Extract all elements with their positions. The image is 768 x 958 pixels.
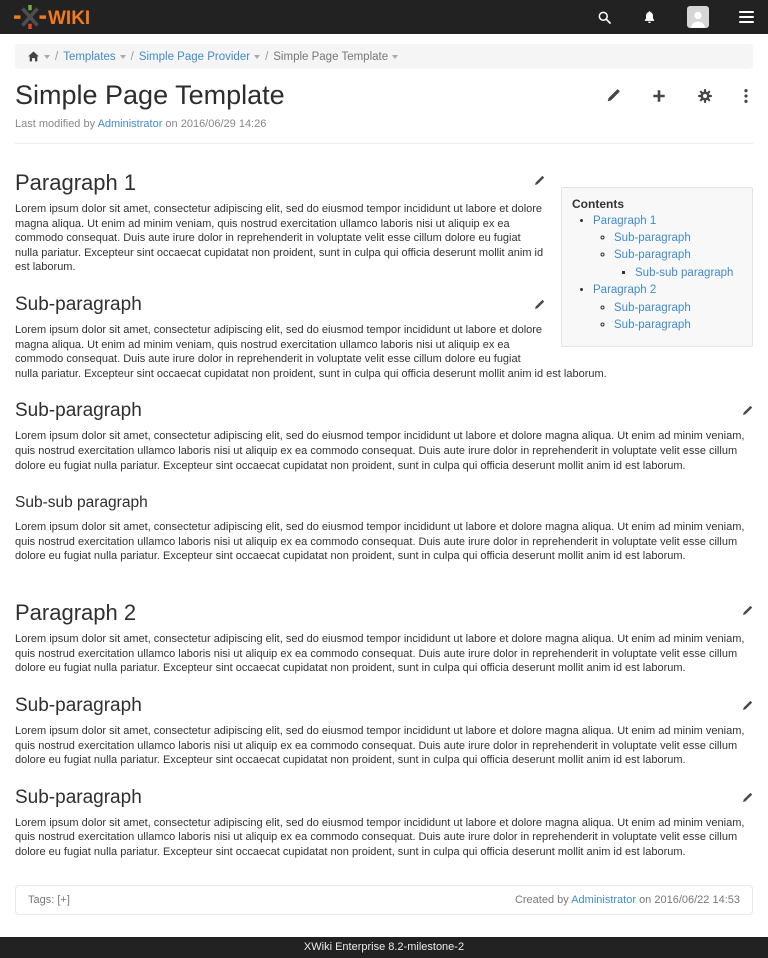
user-avatar[interactable] xyxy=(687,6,709,28)
author-link[interactable]: Administrator xyxy=(97,117,163,130)
breadcrumb-separator: / xyxy=(130,50,134,63)
edit-pencil-icon[interactable] xyxy=(605,88,621,104)
section-heading xyxy=(15,494,753,512)
toc-link-sub-paragraph[interactable]: Sub-paragraph xyxy=(614,318,691,331)
document-footer xyxy=(15,885,753,915)
breadcrumb-home[interactable] xyxy=(27,50,50,63)
section-heading xyxy=(15,400,753,422)
last-modified-line xyxy=(15,118,753,130)
toc-link-sub-paragraph[interactable]: Sub-paragraph xyxy=(614,301,691,314)
page-container xyxy=(0,34,768,915)
create-plus-icon[interactable] xyxy=(651,88,667,104)
creator-link[interactable]: Administrator xyxy=(571,894,636,907)
more-actions-kebab-icon[interactable] xyxy=(743,88,749,104)
section-body: Lorem ipsum dolor sit amet, consectetur adipiscing elit, sed do eiusmod tempor incididunt ut labore et dolore magna aliqua. Ut enim ad minim veniam, quis nostrud exercitation ullamco laboris nisi ut aliquip ex ea commodo consequat. Duis aute irure dolor in reprehenderit in voluptate velit esse cillum dolore eu fugiat nulla pariatur. Excepteur sint occaecat cupidatat non proident, sunt in culpa qui officia deserunt mollit anim id est laborum. xyxy=(15,202,544,274)
toc-item xyxy=(593,214,742,281)
section-sub-sub-paragraph xyxy=(15,494,753,564)
created-line xyxy=(515,894,740,906)
section-title: Paragraph 1 xyxy=(15,169,137,195)
toc-link-sub-sub-paragraph[interactable]: Sub-sub paragraph xyxy=(635,266,734,279)
toc-link-sub-paragraph[interactable]: Sub-paragraph xyxy=(614,249,691,262)
section-heading xyxy=(15,600,753,625)
section-edit-icon[interactable] xyxy=(741,605,753,617)
created-date: on 2016/06/22 14:53 xyxy=(639,894,740,907)
section-edit-icon[interactable] xyxy=(741,700,753,712)
drawer-menu-icon[interactable] xyxy=(739,11,754,23)
tags-label: Tags: xyxy=(28,894,55,907)
topbar-actions xyxy=(597,6,754,28)
section-edit-icon[interactable] xyxy=(533,299,545,311)
section-paragraph-2 xyxy=(15,600,753,676)
toc-item xyxy=(635,266,742,280)
header-divider xyxy=(15,143,753,144)
breadcrumb-separator: / xyxy=(265,50,269,63)
section-heading xyxy=(15,695,753,717)
xwiki-logo[interactable] xyxy=(14,5,102,29)
section-edit-icon[interactable] xyxy=(741,405,753,417)
chevron-down-icon xyxy=(44,55,50,59)
version-text: XWiki Enterprise 8.2-milestone-2 xyxy=(303,941,465,954)
version-footer-bar xyxy=(0,937,768,958)
breadcrumb-item-current[interactable] xyxy=(273,51,398,63)
section-title: Sub-paragraph xyxy=(15,400,142,422)
section-title: Sub-paragraph xyxy=(15,786,142,808)
settings-gear-icon[interactable] xyxy=(697,88,713,104)
toc-link-sub-paragraph[interactable]: Sub-paragraph xyxy=(614,232,691,245)
section-title: Sub-sub paragraph xyxy=(15,494,148,512)
section-body: Lorem ipsum dolor sit amet, consectetur adipiscing elit, sed do eiusmod tempor incididunt ut labore et dolore magna aliqua. Ut enim ad minim veniam, quis nostrud exercitation ullamco laboris nisi ut aliquip ex ea commodo consequat. Duis aute irure dolor in reprehenderit in voluptate velit esse cillum dolore eu fugiat nulla pariatur. Excepteur sint occaecat cupidatat non proident, sunt in culpa qui officia deserunt mollit anim id est laborum. xyxy=(15,430,745,472)
breadcrumb-current-page: Simple Page Template xyxy=(273,50,389,63)
section-sub-paragraph-3 xyxy=(15,695,753,768)
person-icon xyxy=(688,10,708,28)
breadcrumb-link[interactable]: Templates xyxy=(63,50,116,63)
modified-date: on 2016/06/29 14:26 xyxy=(165,117,267,130)
chevron-down-icon xyxy=(120,55,126,59)
breadcrumb xyxy=(15,44,753,69)
section-sub-paragraph-4 xyxy=(15,787,753,860)
breadcrumb-link[interactable]: Simple Page Provider xyxy=(138,50,251,63)
breadcrumb-item-templates[interactable] xyxy=(63,51,125,63)
tags-area xyxy=(28,894,70,906)
toc-item xyxy=(614,301,742,315)
section-sub-paragraph-2 xyxy=(15,400,753,473)
toc-title: Contents xyxy=(572,196,624,211)
home-icon xyxy=(27,50,40,63)
notifications-bell-icon[interactable] xyxy=(642,10,657,25)
breadcrumb-separator: / xyxy=(55,50,59,63)
add-tag-button[interactable]: [+] xyxy=(57,894,70,907)
toc-link-paragraph-2[interactable]: Paragraph 2 xyxy=(593,284,657,297)
toc-link-paragraph-1[interactable]: Paragraph 1 xyxy=(593,214,657,227)
created-prefix: Created by xyxy=(514,894,569,907)
chevron-down-icon xyxy=(254,55,260,59)
section-title: Sub-paragraph xyxy=(15,294,142,316)
toc-item xyxy=(614,248,742,280)
document-content xyxy=(15,170,753,860)
section-title: Paragraph 2 xyxy=(15,599,137,625)
page-title: Simple Page Template xyxy=(15,80,285,110)
breadcrumb-item-simple-page-provider[interactable] xyxy=(139,51,260,63)
toc-item xyxy=(614,318,742,332)
top-navbar xyxy=(0,0,768,34)
toc-list xyxy=(572,214,742,333)
section-body: Lorem ipsum dolor sit amet, consectetur adipiscing elit, sed do eiusmod tempor incididunt ut labore et dolore magna aliqua. Ut enim ad minim veniam, quis nostrud exercitation ullamco laboris nisi ut aliquip ex ea commodo consequat. Duis aute irure dolor in reprehenderit in voluptate velit esse cillum dolore eu fugiat nulla pariatur. Excepteur sint occaecat cupidatat non proident, sunt in culpa qui officia deserunt mollit anim id est laborum. xyxy=(15,633,745,675)
modified-prefix: Last modified by xyxy=(15,117,96,130)
page-actions xyxy=(605,88,753,104)
section-body: Lorem ipsum dolor sit amet, consectetur adipiscing elit, sed do eiusmod tempor incididunt ut labore et dolore magna aliqua. Ut enim ad minim veniam, quis nostrud exercitation ullamco laboris nisi ut aliquip ex ea commodo consequat. Duis aute irure dolor in reprehenderit in voluptate velit esse cillum dolore eu fugiat nulla pariatur. Excepteur sint occaecat cupidatat non proident, sunt in culpa qui officia deserunt mollit anim id est laborum. xyxy=(15,724,745,767)
toc-item xyxy=(614,231,742,245)
section-edit-icon[interactable] xyxy=(741,792,753,804)
section-edit-icon[interactable] xyxy=(533,175,545,187)
logo-text: WIKI xyxy=(48,8,91,29)
section-heading xyxy=(15,787,753,809)
section-body: Lorem ipsum dolor sit amet, consectetur adipiscing elit, sed do eiusmod tempor incididunt ut labore et dolore magna aliqua. Ut enim ad minim veniam, quis nostrud exercitation ullamco laboris nisi ut aliquip ex ea commodo consequat. Duis aute irure dolor in reprehenderit in voluptate velit esse cillum dolore eu fugiat nulla pariatur. Excepteur sint occaecat cupidatat non proident, sunt in culpa qui officia deserunt mollit anim id est laborum. xyxy=(15,323,607,380)
section-title: Sub-paragraph xyxy=(15,695,142,717)
section-body: Lorem ipsum dolor sit amet, consectetur adipiscing elit, sed do eiusmod tempor incididunt ut labore et dolore magna aliqua. Ut enim ad minim veniam, quis nostrud exercitation ullamco laboris nisi ut aliquip ex ea commodo consequat. Duis aute irure dolor in reprehenderit in voluptate velit esse cillum dolore eu fugiat nulla pariatur. Excepteur sint occaecat cupidatat non proident, sunt in culpa qui officia deserunt mollit anim id est laborum. xyxy=(15,816,745,858)
table-of-contents xyxy=(561,187,753,348)
chevron-down-icon xyxy=(392,55,398,59)
search-icon[interactable] xyxy=(597,10,612,25)
page-header xyxy=(15,81,753,111)
section-body: Lorem ipsum dolor sit amet, consectetur adipiscing elit, sed do eiusmod tempor incididunt ut labore et dolore magna aliqua. Ut enim ad minim veniam, quis nostrud exercitation ullamco laboris nisi ut aliquip ex ea commodo consequat. Duis aute irure dolor in reprehenderit in voluptate velit esse cillum dolore eu fugiat nulla pariatur. Excepteur sint occaecat cupidatat non proident, sunt in culpa qui officia deserunt mollit anim id est laborum. xyxy=(15,520,745,563)
toc-item xyxy=(593,283,742,332)
